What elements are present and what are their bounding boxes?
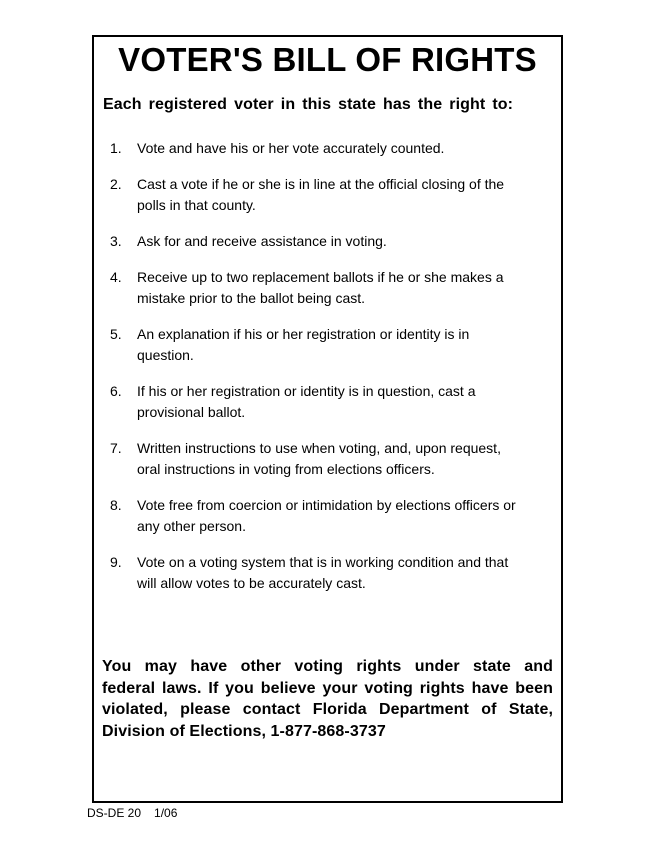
list-item-text: Vote on a voting system that is in working condition and that will allow votes to be accurately cast. [137,554,509,591]
list-item-text: Ask for and receive assistance in voting. [137,233,387,249]
list-item-number: 9. [110,554,122,570]
document-subtitle: Each registered voter in this state has the right to: [103,96,514,113]
list-item-text: Vote and have his or her vote accurately counted. [137,140,445,156]
list-item [110,438,540,480]
list-item-number: 5. [110,326,122,342]
list-item [110,381,540,423]
list-item-text: If his or her registration or identity is in question, cast a provisional ballot. [137,383,476,420]
legal-notice-line: You may have other voting rights under state and [102,658,553,675]
legal-notice [102,656,553,742]
legal-notice-line: federal laws. If you believe your voting rights have been [102,679,553,697]
document-title: VOTER'S BILL OF RIGHTS [118,41,537,78]
document-border-frame [92,35,563,803]
list-item-number: 1. [110,140,122,156]
form-number: DS-DE 20 [87,806,142,820]
list-item-text: Receive up to two replacement ballots if he or she makes a mistake prior to the ballot being cast. [137,269,504,306]
list-item [110,174,540,216]
form-revision: 1/06 [154,806,178,820]
list-item-number: 3. [110,233,122,249]
list-item-text: Vote free from coercion or intimidation by elections officers or any other person. [137,497,516,534]
form-footer [87,806,177,821]
list-item-number: 6. [110,383,122,399]
list-item-number: 8. [110,497,122,513]
list-item-number: 4. [110,269,122,285]
list-item [110,552,540,594]
list-item [110,267,540,309]
list-item-text: An explanation if his or her registration or identity is in question. [137,326,470,363]
list-item [110,495,540,537]
list-item-number: 2. [110,176,122,192]
list-item [110,324,540,366]
list-item [110,138,540,159]
list-item [110,231,540,252]
legal-notice-line: violated, please contact Florida Department of State, [102,701,553,718]
list-item-text: Written instructions to use when voting, and, upon request, oral instructions in voting from elections officers. [137,440,501,477]
rights-list [110,138,540,609]
list-item-text: Cast a vote if he or she is in line at the official closing of the polls in that county. [137,176,505,213]
legal-notice-line: Division of Elections, 1-877-868-3737 [102,722,386,740]
list-item-number: 7. [110,440,122,456]
